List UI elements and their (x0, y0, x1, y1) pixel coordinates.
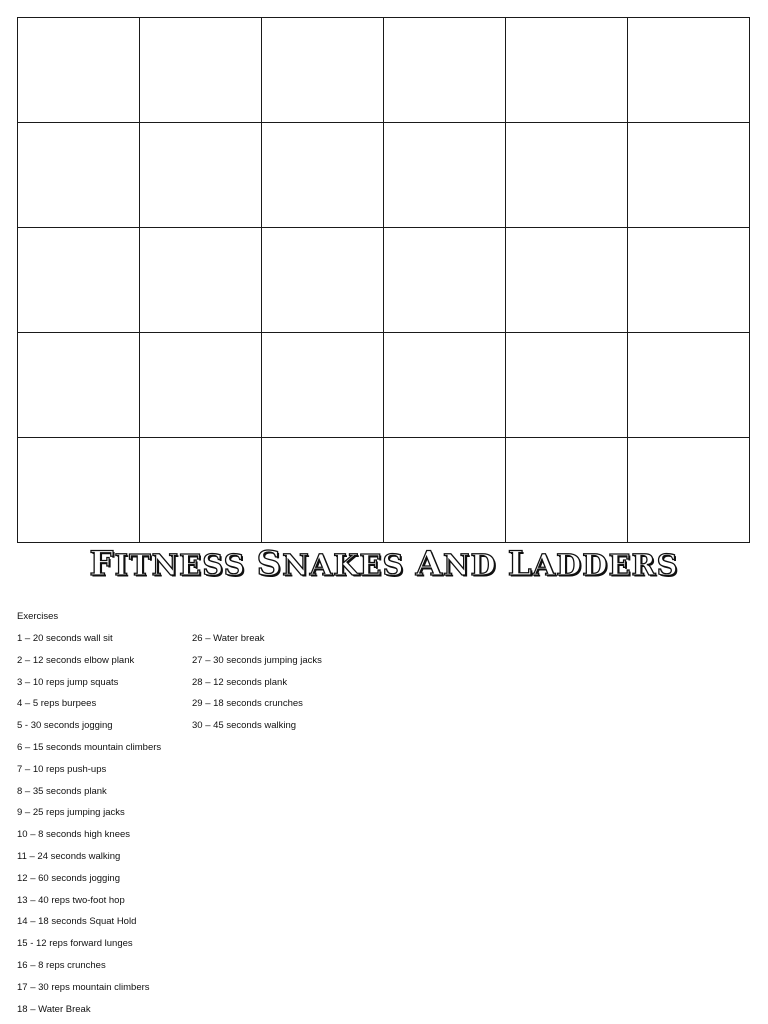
board-cell (506, 438, 628, 543)
exercise-item: 17 – 30 reps mountain climbers (17, 981, 150, 993)
exercise-item: 27 – 30 seconds jumping jacks (192, 654, 322, 666)
board-cell (506, 123, 628, 228)
board-cell (506, 228, 628, 333)
exercise-item: 26 – Water break (192, 633, 265, 644)
exercise-item: 2 – 12 seconds elbow plank (17, 654, 135, 666)
board-cell (384, 123, 506, 228)
exercise-item: 30 – 45 seconds walking (192, 720, 297, 732)
board-cell (18, 333, 140, 438)
exercise-item: 1 – 20 seconds wall sit (17, 633, 113, 644)
board-cell (262, 18, 384, 123)
board-cell (18, 18, 140, 123)
board-cell (384, 438, 506, 543)
board-cell (262, 123, 384, 228)
board-cell (262, 438, 384, 543)
board-row (18, 438, 750, 543)
board-cell (140, 438, 262, 543)
exercise-item: 13 – 40 reps two-foot hop (17, 894, 125, 906)
board-cell (262, 333, 384, 438)
game-board-grid (17, 17, 750, 543)
exercise-item: 8 – 35 seconds plank (17, 785, 107, 797)
exercise-item: 9 – 25 reps jumping jacks (17, 807, 125, 819)
exercise-item: 14 – 18 seconds Squat Hold (17, 916, 137, 928)
exercise-list-left (17, 632, 161, 1024)
exercise-item: 15 - 12 reps forward lunges (17, 938, 133, 950)
board-row (18, 123, 750, 228)
board-cell (384, 333, 506, 438)
board-cell (140, 333, 262, 438)
exercise-item: 16 – 8 reps crunches (17, 959, 106, 971)
exercise-item: 10 – 8 seconds high knees (17, 829, 131, 841)
exercise-item: 4 – 5 reps burpees (17, 698, 97, 710)
exercise-item: 29 – 18 seconds crunches (192, 698, 303, 710)
exercise-list-right (192, 632, 322, 741)
board-cell (18, 123, 140, 228)
board-cell (140, 123, 262, 228)
board-row (18, 333, 750, 438)
exercise-item: 28 – 12 seconds plank (192, 676, 288, 688)
page-title: FITNESS SNAKES AND LADDERS (89, 544, 679, 584)
board-cell (140, 228, 262, 333)
exercise-item: 12 – 60 seconds jogging (17, 872, 120, 884)
board-cell (628, 18, 750, 123)
board-cell (262, 228, 384, 333)
exercise-item: 11 – 24 seconds walking (17, 850, 121, 862)
exercise-item: 18 – Water Break (17, 1003, 91, 1015)
board-cell (628, 228, 750, 333)
board-cell (506, 18, 628, 123)
board-cell (628, 123, 750, 228)
board-cell (384, 228, 506, 333)
board-row (18, 228, 750, 333)
board-row (18, 18, 750, 123)
board-cell (384, 18, 506, 123)
exercise-item: 3 – 10 reps jump squats (17, 676, 119, 688)
board-cell (628, 438, 750, 543)
exercises-heading: Exercises (17, 611, 59, 622)
exercise-item: 6 – 15 seconds mountain climbers (17, 741, 162, 753)
board-cell (506, 333, 628, 438)
board-cell (628, 333, 750, 438)
board-cell (18, 228, 140, 333)
exercise-item: 5 - 30 seconds jogging (17, 720, 113, 732)
board-cell (18, 438, 140, 543)
board-cell (140, 18, 262, 123)
exercise-item: 7 – 10 reps push-ups (17, 763, 107, 775)
